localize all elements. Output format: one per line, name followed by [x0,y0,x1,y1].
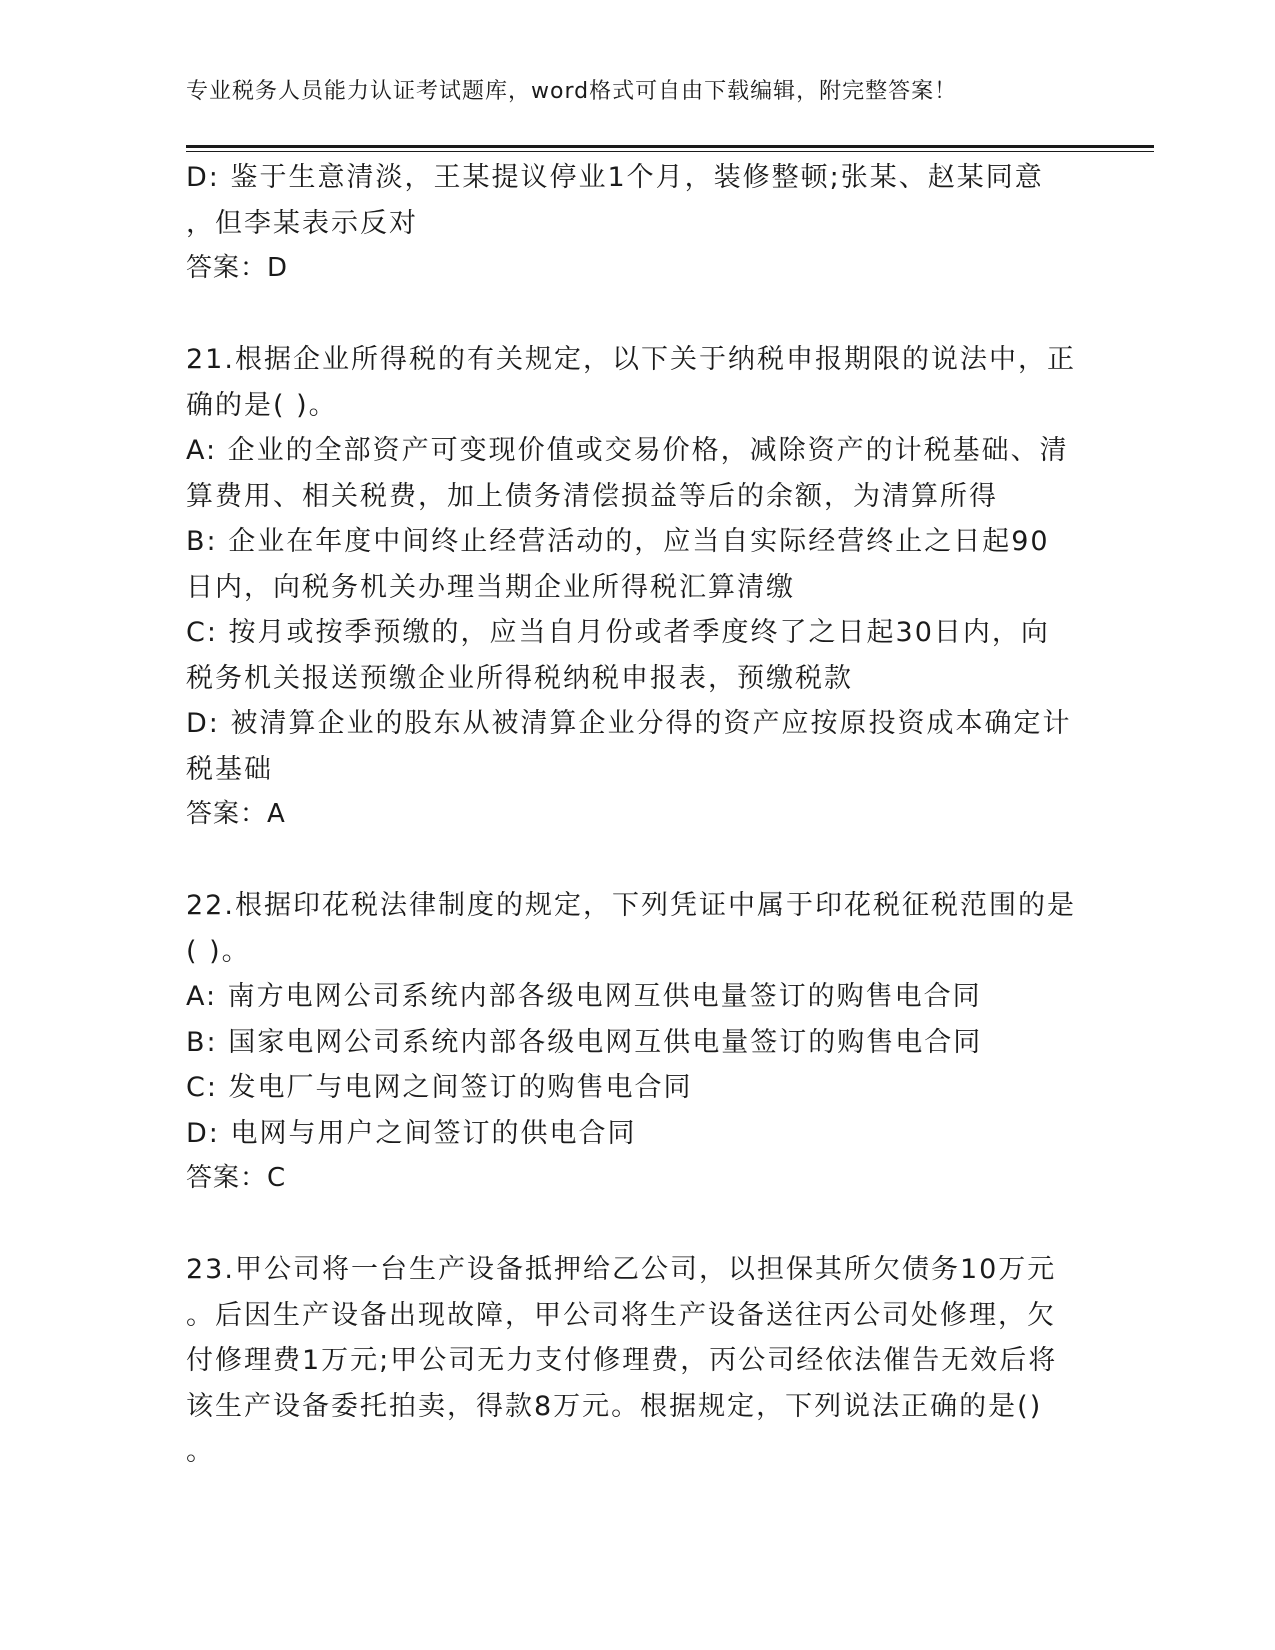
q23-stem-line-1: 23.甲公司将一台生产设备抵押给乙公司，以担保其所欠债务10万元 [186,1254,1057,1285]
q21-stem-line-2: 确的是( )。 [186,389,338,421]
q20-option-d-line-2: ，但李某表示反对 [186,207,418,239]
q21-option-b-line-1: B: 企业在年度中间终止经营活动的，应当自实际经营终止之日起90 [186,526,1050,557]
q20-answer: 答案：D [186,253,289,283]
q21-stem-line-1: 21.根据企业所得税的有关规定，以下关于纳税申报期限的说法中，正 [186,344,1076,375]
q21-option-a-line-1: A: 企业的全部资产可变现价值或交易价格，减除资产的计税基础、清 [186,435,1069,466]
q21-answer: 答案：A [186,799,286,829]
q23-stem-line-3: 付修理费1万元;甲公司无力支付修理费，丙公司经依法催告无效后将 [186,1345,1058,1376]
q22-option-b: B: 国家电网公司系统内部各级电网互供电量签订的购售电合同 [186,1026,983,1058]
question-21 [186,337,1076,838]
spacer [186,838,1076,884]
header-divider-thick [186,145,1154,148]
q22-option-c: C: 发电厂与电网之间签订的购售电合同 [186,1072,693,1103]
q22-option-a: A: 南方电网公司系统内部各级电网互供电量签订的购售电合同 [186,981,982,1012]
q23-stem-line-5: 。 [186,1436,215,1467]
q22-option-d: D: 电网与用户之间签订的供电合同 [186,1117,637,1149]
q21-option-b-line-2: 日内，向税务机关办理当期企业所得税汇算清缴 [186,571,795,603]
q22-stem-line-2: ( )。 [186,935,251,967]
q21-option-c-line-1: C: 按月或按季预缴的，应当自月份或者季度终了之日起30日内，向 [186,617,1050,648]
question-23 [186,1247,1076,1475]
q20-option-d-line-1: D: 鉴于生意清淡，王某提议停业1个月，装修整顿;张某、赵某同意 [186,162,1044,193]
document-body [186,155,1076,1475]
q23-stem-line-2: 。后因生产设备出现故障，甲公司将生产设备送往丙公司处修理，欠 [186,1299,1056,1331]
q21-option-a-line-2: 算费用、相关税费，加上债务清偿损益等后的余额，为清算所得 [186,480,998,512]
q22-stem-line-1: 22.根据印花税法律制度的规定，下列凭证中属于印花税征税范围的是 [186,890,1076,921]
question-20-tail [186,155,1076,292]
q22-answer: 答案：C [186,1163,287,1193]
header-divider-thin [186,151,1154,152]
question-22 [186,883,1076,1202]
q23-stem-line-4: 该生产设备委托拍卖，得款8万元。根据规定，下列说法正确的是() [186,1390,1043,1422]
spacer [186,1202,1076,1248]
q21-option-d-line-2: 税基础 [186,753,273,785]
q21-option-d-line-1: D: 被清算企业的股东从被清算企业分得的资产应按原投资成本确定计 [186,708,1072,739]
spacer [186,292,1076,338]
q21-option-c-line-2: 税务机关报送预缴企业所得税纳税申报表，预缴税款 [186,662,853,694]
page-header: 专业税务人员能力认证考试题库，word格式可自由下载编辑，附完整答案！ [186,79,958,104]
